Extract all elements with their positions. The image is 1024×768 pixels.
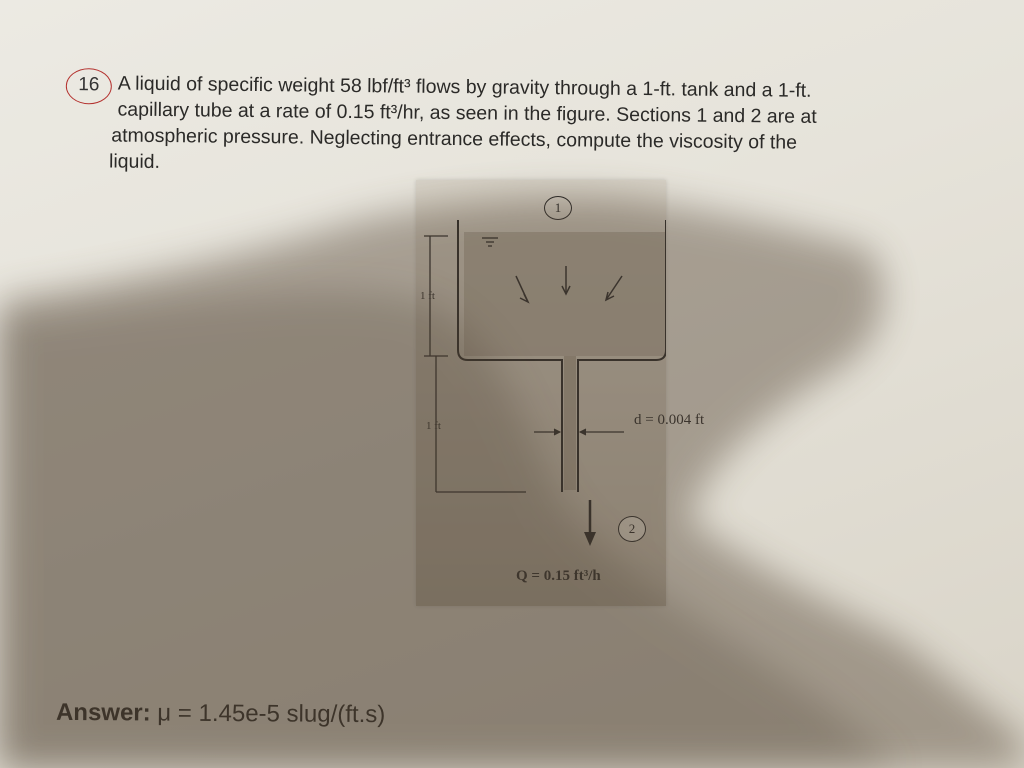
section-2-marker: 2 [618,516,646,542]
problem-line-2: capillary tube at a rate of 0.15 ft³/hr, as seen in the figure. Sections 1 and 2 are at [117,98,817,128]
answer [56,699,385,729]
problem-line-4: liquid. [108,150,161,173]
figure-drawing [416,180,666,606]
tank-capillary-figure [416,180,705,606]
answer-value: μ = 1.45e-5 slug/(ft.s) [157,699,386,729]
tube-liquid [564,356,576,490]
problem-number: 16 [66,68,112,104]
tube-length-dimension [436,356,526,492]
answer-label: Answer: [55,698,151,727]
problem-line-3: atmospheric pressure. Neglecting entrance effects, compute the viscosity of the [111,124,798,154]
flow-rate-label: Q = 0.15 ft³/h [516,568,601,584]
problem-line-1: A liquid of specific weight 58 lbf/ft³ flows by gravity through a 1-ft. tank and a 1-ft. [117,72,812,102]
tank-liquid [464,232,666,356]
section-1-marker: 1 [544,196,572,220]
problem-text [66,70,996,173]
tank-height-label: 1 ft [420,290,435,302]
tube-length-label: 1 ft [426,420,441,432]
diameter-label: d = 0.004 ft [634,412,705,428]
